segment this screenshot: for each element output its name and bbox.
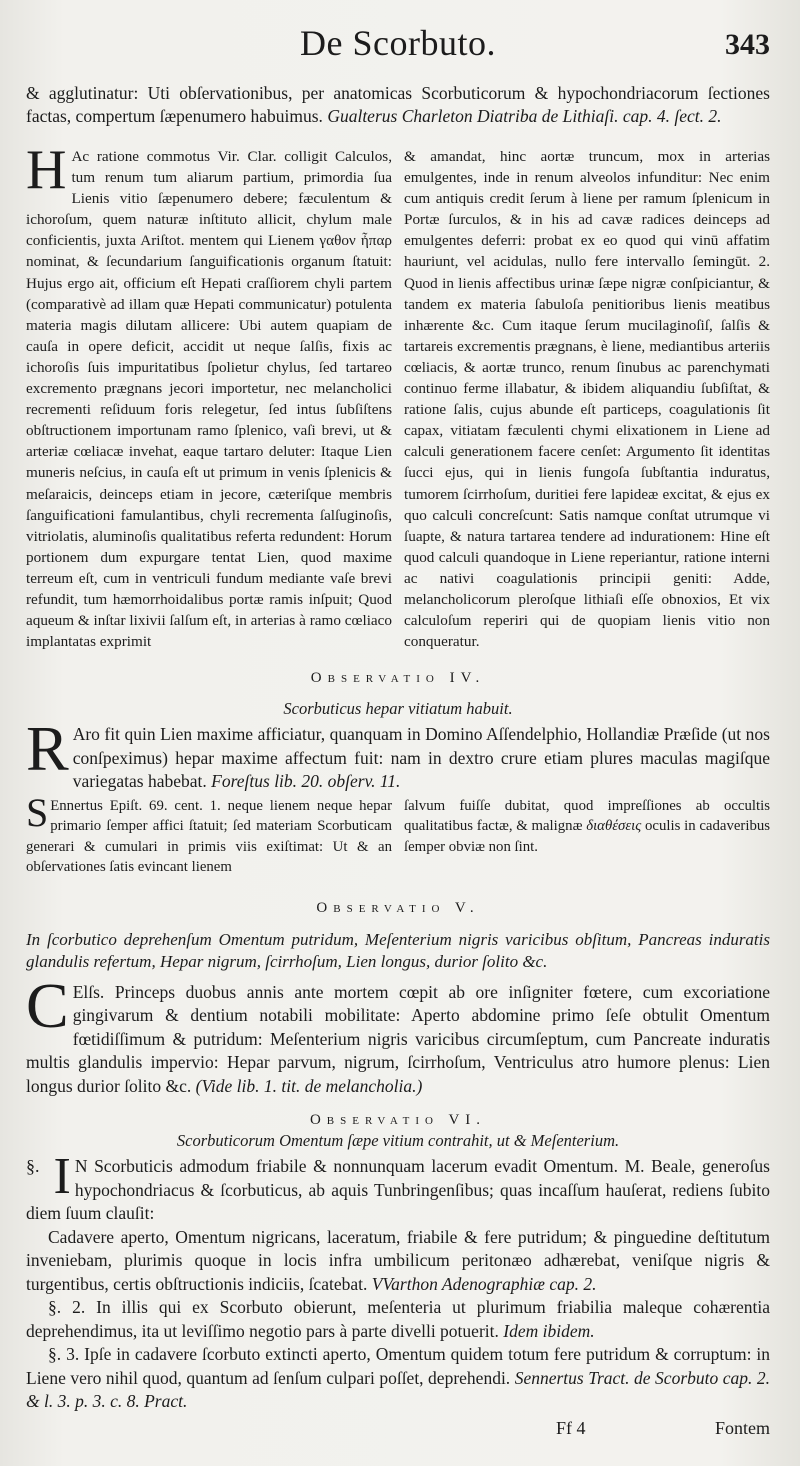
obs6-paragraph-2 xyxy=(26,1226,770,1297)
obs4-text: Aro fit quin Lien maxime afficiatur, quanquam in Domino Aſſendelphio, Hollandiæ Præſide (ut nos conſpeximus) hepar maxime affectum fuit: nam in dextro crure etiam plures maculas magiſque variegatas habebat. xyxy=(72,724,770,792)
obs4-citation: Foreſtus lib. 20. obſerv. 11. xyxy=(211,771,401,792)
obs6-paragraph-4 xyxy=(26,1343,770,1414)
page-title: De Scorbuto. xyxy=(300,23,496,63)
left-dropcap: H xyxy=(26,139,67,201)
obs4-right-text-b: oculis in cadaveribus ſemper obviæ non ſint. xyxy=(404,818,771,855)
obs6-p3-text: §. 2. In illis qui ex Scorbuto obierunt, meſenteria ut plurimum friabilia maleque cohærentia deprehendimus, ita ut leviſſimo negotio pars à parte divelli potuerit. xyxy=(26,1297,770,1341)
obs5-subtitle: In ſcorbutico deprehenſum Omentum putridum, Meſenterium nigris varicibus obſitum, Pancreas induratis glandulis refertum, Hepar nigrum, ſcirrhoſum, Lien longus, durior ſolito &c. xyxy=(26,929,770,971)
obs4-right-text-a: ſalvum fuiſſe dubitat, quod impreſſiones ab occultis qualitatibus factæ, & malignæ xyxy=(404,797,770,835)
catchword: Fontem xyxy=(714,1418,770,1438)
left-column-text: Ac ratione commotus Vir. Clar. colligit Calculos, tum renum tum aliarum partium, primordia ſua Lienis vitio ſæpenumero debere; fæculentum & ichoroſum, quem naturæ inſtituto allicit, chylum male conficientis, juxta Ariſtot. mentem qui Lienem γαθον ἦπαρ nominat, & ſecundarium ſanguificationis organum ſtatuit: Hujus ergo ait, officium eſt Hepati craſſiorem chyli partem (comparativè ad illam quæ Hepati communicatur) potulenta materia magis dilutam allicere: Ubi autem quapiam de cauſa in opere deficit, accidit ut neque ſalſis, fixis ac ichoroſis ſuis impuritatibus ſpolietur chylus, ſed tartareo excremento prægnans jecori importetur, nec melancholici recrementi reſiduum foris relegetur, ſed intus ſubſiſtens obſtructionem importunam ramo ſplenico, vaſi brevi, ut & arteriæ cœliacæ invehat, eaque tartaro deluter: Itaque Lien muneris neſcius, in cauſa eſt ut primum in venis ſplenicis & meſaraicis, deinceps etiam in jecore, cæteriſque membris ſanguificationi famulantibus, chyli recrementa ſalſuginoſis, vitriolatis, aluminoſis qualitatibus referta redundent: Horum portionem dum expurgare tentat Lien, quod maxime terreum eſt, cum in ventriculi fundum mediante vaſe brevi refundit, tum hæmorrhoidalibus portæ ramis inſpuit; Quod aqueum & inſtar lixivii ſalſum eſt, in arterias à ramo cœliaco implantatas exprimit xyxy=(26,148,392,651)
obs4-dropcap: R xyxy=(26,713,69,785)
obs4-heading: Observatio IV. xyxy=(310,670,486,687)
obs4-columns xyxy=(26,789,771,878)
obs5-citation: (Vide lib. 1. tit. de melancholia.) xyxy=(195,1075,423,1096)
obs4-left-column xyxy=(26,789,392,878)
obs6-subtitle: Scorbuticorum Omentum ſæpe vitium contrahit, ut & Meſenterium. xyxy=(176,1131,620,1151)
obs6-section-mark: §. xyxy=(26,1156,40,1177)
obs6-paragraph-3 xyxy=(26,1296,770,1343)
obs4-greek-word: διαθέσεις xyxy=(586,818,642,835)
obs5-paragraph xyxy=(26,969,770,1099)
obs6-p1-text: N Scorbuticis admodum friabile & nonnunquam lacerum evadit Omentum. M. Beale, generoſus hypochondriacus & ſcorbuticus, ab aquis Tunbringenſibus; quas incaſſum hauſerat, rediens ſubito diem ſuum clauſit: xyxy=(26,1156,770,1224)
obs5-heading: Observatio V. xyxy=(316,899,480,916)
obs6-dropcap: I xyxy=(53,1148,71,1206)
obs6-p4-citation: Sennertus Tract. de Scorbuto cap. 2. & l. 3. p. 3. c. 8. Pract. xyxy=(26,1367,771,1412)
two-column-text xyxy=(26,139,770,652)
signature-mark: Ff 4 xyxy=(556,1418,586,1438)
intro-citation: Gualterus Charleton Diatriba de Lithiaſi. cap. 4. ſect. 2. xyxy=(327,106,722,126)
obs4-right-column xyxy=(404,796,770,878)
obs4-paragraph xyxy=(26,713,770,794)
page-number: 343 xyxy=(725,28,770,61)
obs6-paragraph-1 xyxy=(26,1148,770,1226)
obs6-p4-text: §. 3. Ipſe in cadavere ſcorbuto extincti aperto, Omentum quidem totum fere putridum & corruptum: in Liene vero nihil quod, quantum ad ſenſum culpari poſſet, deprehendi. xyxy=(26,1344,770,1388)
obs6-p3-citation: Idem ibidem. xyxy=(503,1320,595,1341)
obs5-text: Elſs. Princeps duobus annis ante mortem cœpit ab ore inſigniter fœtere, cum excoriatione gingivarum & dentium notabili mobilitate: Aperto abdomine primo ſeſe obtulit Omentum fœtidiſſimum & putridum: Meſenterium nigris varicibus circumſeptum, cum Pancreate induratis multis glandulis impervio: Hepar parvum, nigrum, ſcirrhoſum, Ventriculus atro humore plenus: Lien longus durior ſolito &c. xyxy=(26,981,770,1096)
intro-paragraph xyxy=(26,82,770,128)
right-column: & amandat, hinc aortæ truncum, mox in arterias emulgentes, inde in renum alveolos infunditur: Nec enim cum antiquis credit ſerum à liene per ramum ſplenicum in Portæ ſurculos, & in his ad cavæ radices deinceps ad emulgentes deferri: probat ex eo quod qui vinū affatim hauriunt, vel acidulas, nullo fere intervallo ſemingūt. 2. Quod in lienis affectibus urinæ ſæpe nigræ conſpiciantur, & tandem ex materia ſabuloſa penitioribus lienis meatibus inhærente &c. Cum itaque ſerum mucilaginoſiſ, ſalſis & tartareis excrementis prægnans, è liene, mediantibus arteriis cœliacis, & aortæ trunco, renum ſinubus ac parenchymati continuo ferme illabatur, & ibidem aliquandiu ſubſiſtat, & ratione ſalis, cujus abunde eſt particeps, coagulationis ſit capax, vitiatam fæculenti chymi elixationem in Liene ad calculi generationem facere cenſet: Argumento ſit identitas ſucci ejus, qui in lienis fungoſa ſubſtantia induratus, tumorem ſcirrhoſum, duritiei fere lapideæ excitat, & ejus ex quo calculi concreſcunt: Satis namque conſtat utrumque vi ſuapte, & natura tartarea tendere ad indurationem: Hine eſt quod calculi quandoque in Liene reperiantur, ratione interni ac nativi coagulationis principii geniti: Adde, melancholicorum pleroſque lithiaſi eſſe obnoxios, Et vix calculoſum reperiri qui de quopiam lienis vitio non conqueratur. xyxy=(404,148,770,651)
left-column xyxy=(26,139,392,652)
obs4-left-text: Ennertus Epiſt. 69. cent. 1. neque lienem neque hepar primario ſemper affici ſtatuit; ſed materiam Scorbuticam generari & cumulari in primis viis exiſtimat: Ut & an obſervationes ſatis evincant lienem xyxy=(26,797,392,876)
obs5-dropcap: C xyxy=(26,969,69,1041)
obs4-subtitle: Scorbuticus hepar vitiatum habuit. xyxy=(283,699,513,719)
obs6-heading: Observatio VI. xyxy=(309,1112,487,1129)
obs4-s-dropcap: S xyxy=(26,789,49,835)
intro-text: & agglutinatur: Uti obſervationibus, per anatomicas Scorbuticorum & hypochondriacorum ſectiones factas, compertum ſæpenumero habuimus. xyxy=(26,83,770,126)
obs6-section xyxy=(26,1148,771,1414)
page-footer xyxy=(26,1418,770,1448)
obs6-p2-citation: VVarthon Adenographiæ cap. 2. xyxy=(371,1273,597,1294)
obs6-p2-text: Cadavere aperto, Omentum nigricans, laceratum, friabile & fere putridum; & pinguedine deſtitutum inveniebam, plurimis quoque in locis infra umbilicum peritonæo adhærebat, veniſque nigris & turgentibus, certis obſtructionis indiciis, ſcatebat. xyxy=(26,1226,770,1294)
page-header xyxy=(26,22,770,70)
